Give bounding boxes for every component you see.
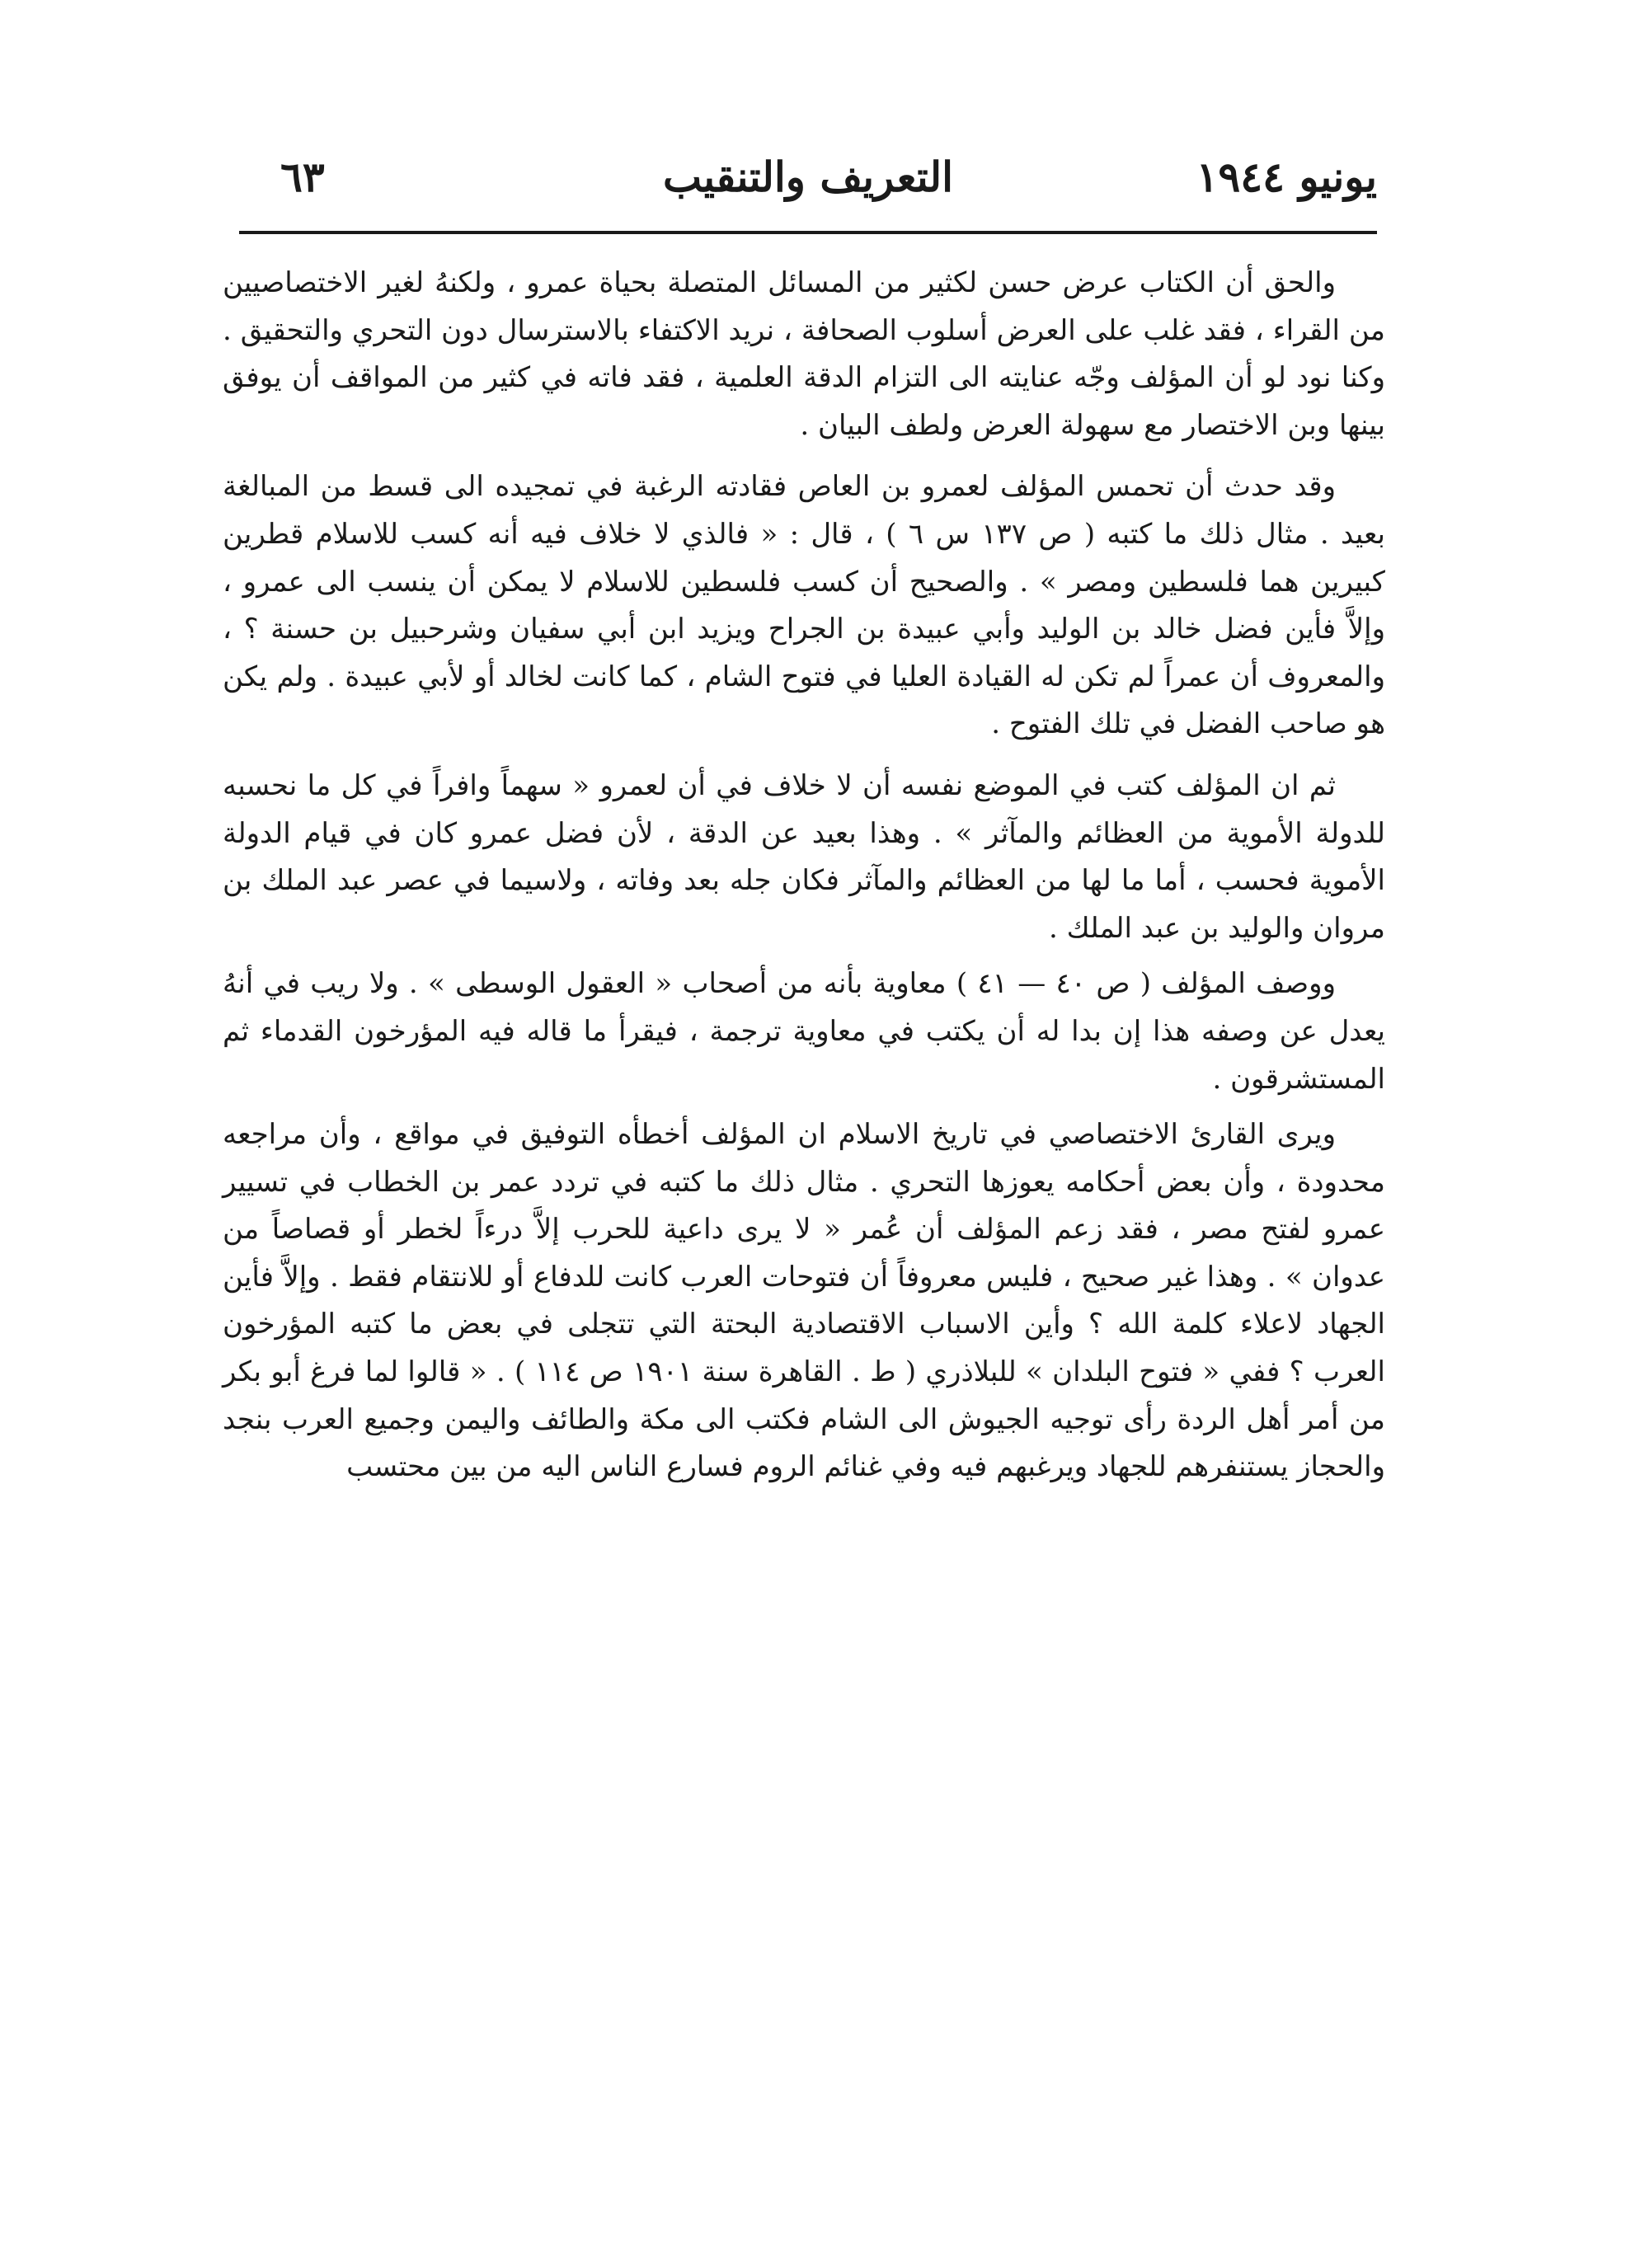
paragraph-3: ثم ان المؤلف كتب في الموضع نفسه أن لا خلاف في أن لعمرو « سهماً وافراً في كل ما نحسبه للدولة الأموية من العظائم والمآثر » . وهذا بعيد عن الدقة ، لأن فضل عمرو كان في قيام الدولة الأموية فحسب ، أما ما لها من العظائم والمآثر فكان جله بعد وفاته ، ولاسيما في عصر عبد الملك بن مروان والوليد بن عبد الملك . bbox=[223, 768, 1385, 945]
article-body bbox=[223, 260, 1385, 1505]
header-title: التعريف والتنقيب bbox=[663, 153, 953, 201]
paragraph-4: ووصف المؤلف ( ص ٤٠ — ٤١ ) معاوية بأنه من أصحاب « العقول الوسطى » . ولا ريب في أنهُ يعدل عن وصفه هذا إن بدا له أن يكتب في معاوية ترجمة ، فيقرأ ما قاله فيه المؤرخون القدماء ثم المستشرقون . bbox=[223, 967, 1385, 1096]
running-header bbox=[239, 144, 1377, 210]
page-number: ٦٣ bbox=[280, 153, 325, 201]
header-date: يونيو ١٩٤٤ bbox=[1196, 153, 1377, 201]
paragraph-5: ويرى القارئ الاختصاصي في تاريخ الاسلام ان المؤلف أخطأه التوفيق في مواقع ، وأن مراجعه محدودة ، وأن بعض أحكامه يعوزها التحري . مثال ذلك ما كتبه في تردد عمر بن الخطاب في تسيير عمرو لفتح مصر ، فقد زعم المؤلف أن عُمر « لا يرى داعية للحرب إلاَّ درءاً لخطر أو قصاصاً من عدوان » . وهذا غير صحيح ، فليس معروفاً أن فتوحات العرب كانت للدفاع أو للانتقام فقط . وإلاَّ فأين الجهاد لاعلاء كلمة الله ؟ وأين الاسباب الاقتصادية البحتة التي تتجلى في بعض ما كتبه المؤرخون العرب ؟ ففي « فتوح البلدان » للبلاذري ( ط . القاهرة سنة ١٩٠١ ص ١١٤ ) . « قالوا لما فرغ أبو بكر من أمر أهل الردة رأى توجيه الجيوش الى الشام فكتب الى مكة والطائف واليمن وجميع العرب بنجد والحجاز يستنفرهم للجهاد ويرغبهم فيه وفي غنائم الروم فسارع الناس اليه من بين محتسب bbox=[223, 1118, 1385, 1484]
paragraph-1: والحق أن الكتاب عرض حسن لكثير من المسائل المتصلة بحياة عمرو ، ولكنهُ لغير الاختصاصيين من القراء ، فقد غلب على العرض أسلوب الصحافة ، نريد الاكتفاء بالاسترسال دون التحري والتحقيق . وكنا نود لو أن المؤلف وجّه عنايته الى التزام الدقة العلمية ، فقد فاته في كثير من المواقف أن يوفق بينها وبن الاختصار مع سهولة العرض ولطف البيان . bbox=[223, 266, 1385, 442]
paragraph-2: وقد حدث أن تحمس المؤلف لعمرو بن العاص فقادته الرغبة في تمجيده الى قسط من المبالغة بعيد . مثال ذلك ما كتبه ( ص ١٣٧ س ٦ ) ، قال : « فالذي لا خلاف فيه أنه كسب للاسلام قطرين كبيرين هما فلسطين ومصر » . والصحيح أن كسب فلسطين للاسلام لا يمكن أن ينسب الى عمرو ، وإلاَّ فأين فضل خالد بن الوليد وأبي عبيدة بن الجراح ويزيد ابن أبي سفيان وشرحبيل بن حسنة ؟ ، والمعروف أن عمراً لم تكن له القيادة العليا في فتوح الشام ، كما كانت لخالد أو لأبي عبيدة . ولم يكن هو صاحب الفضل في تلك الفتوح . bbox=[223, 470, 1386, 741]
header-divider bbox=[239, 231, 1377, 234]
